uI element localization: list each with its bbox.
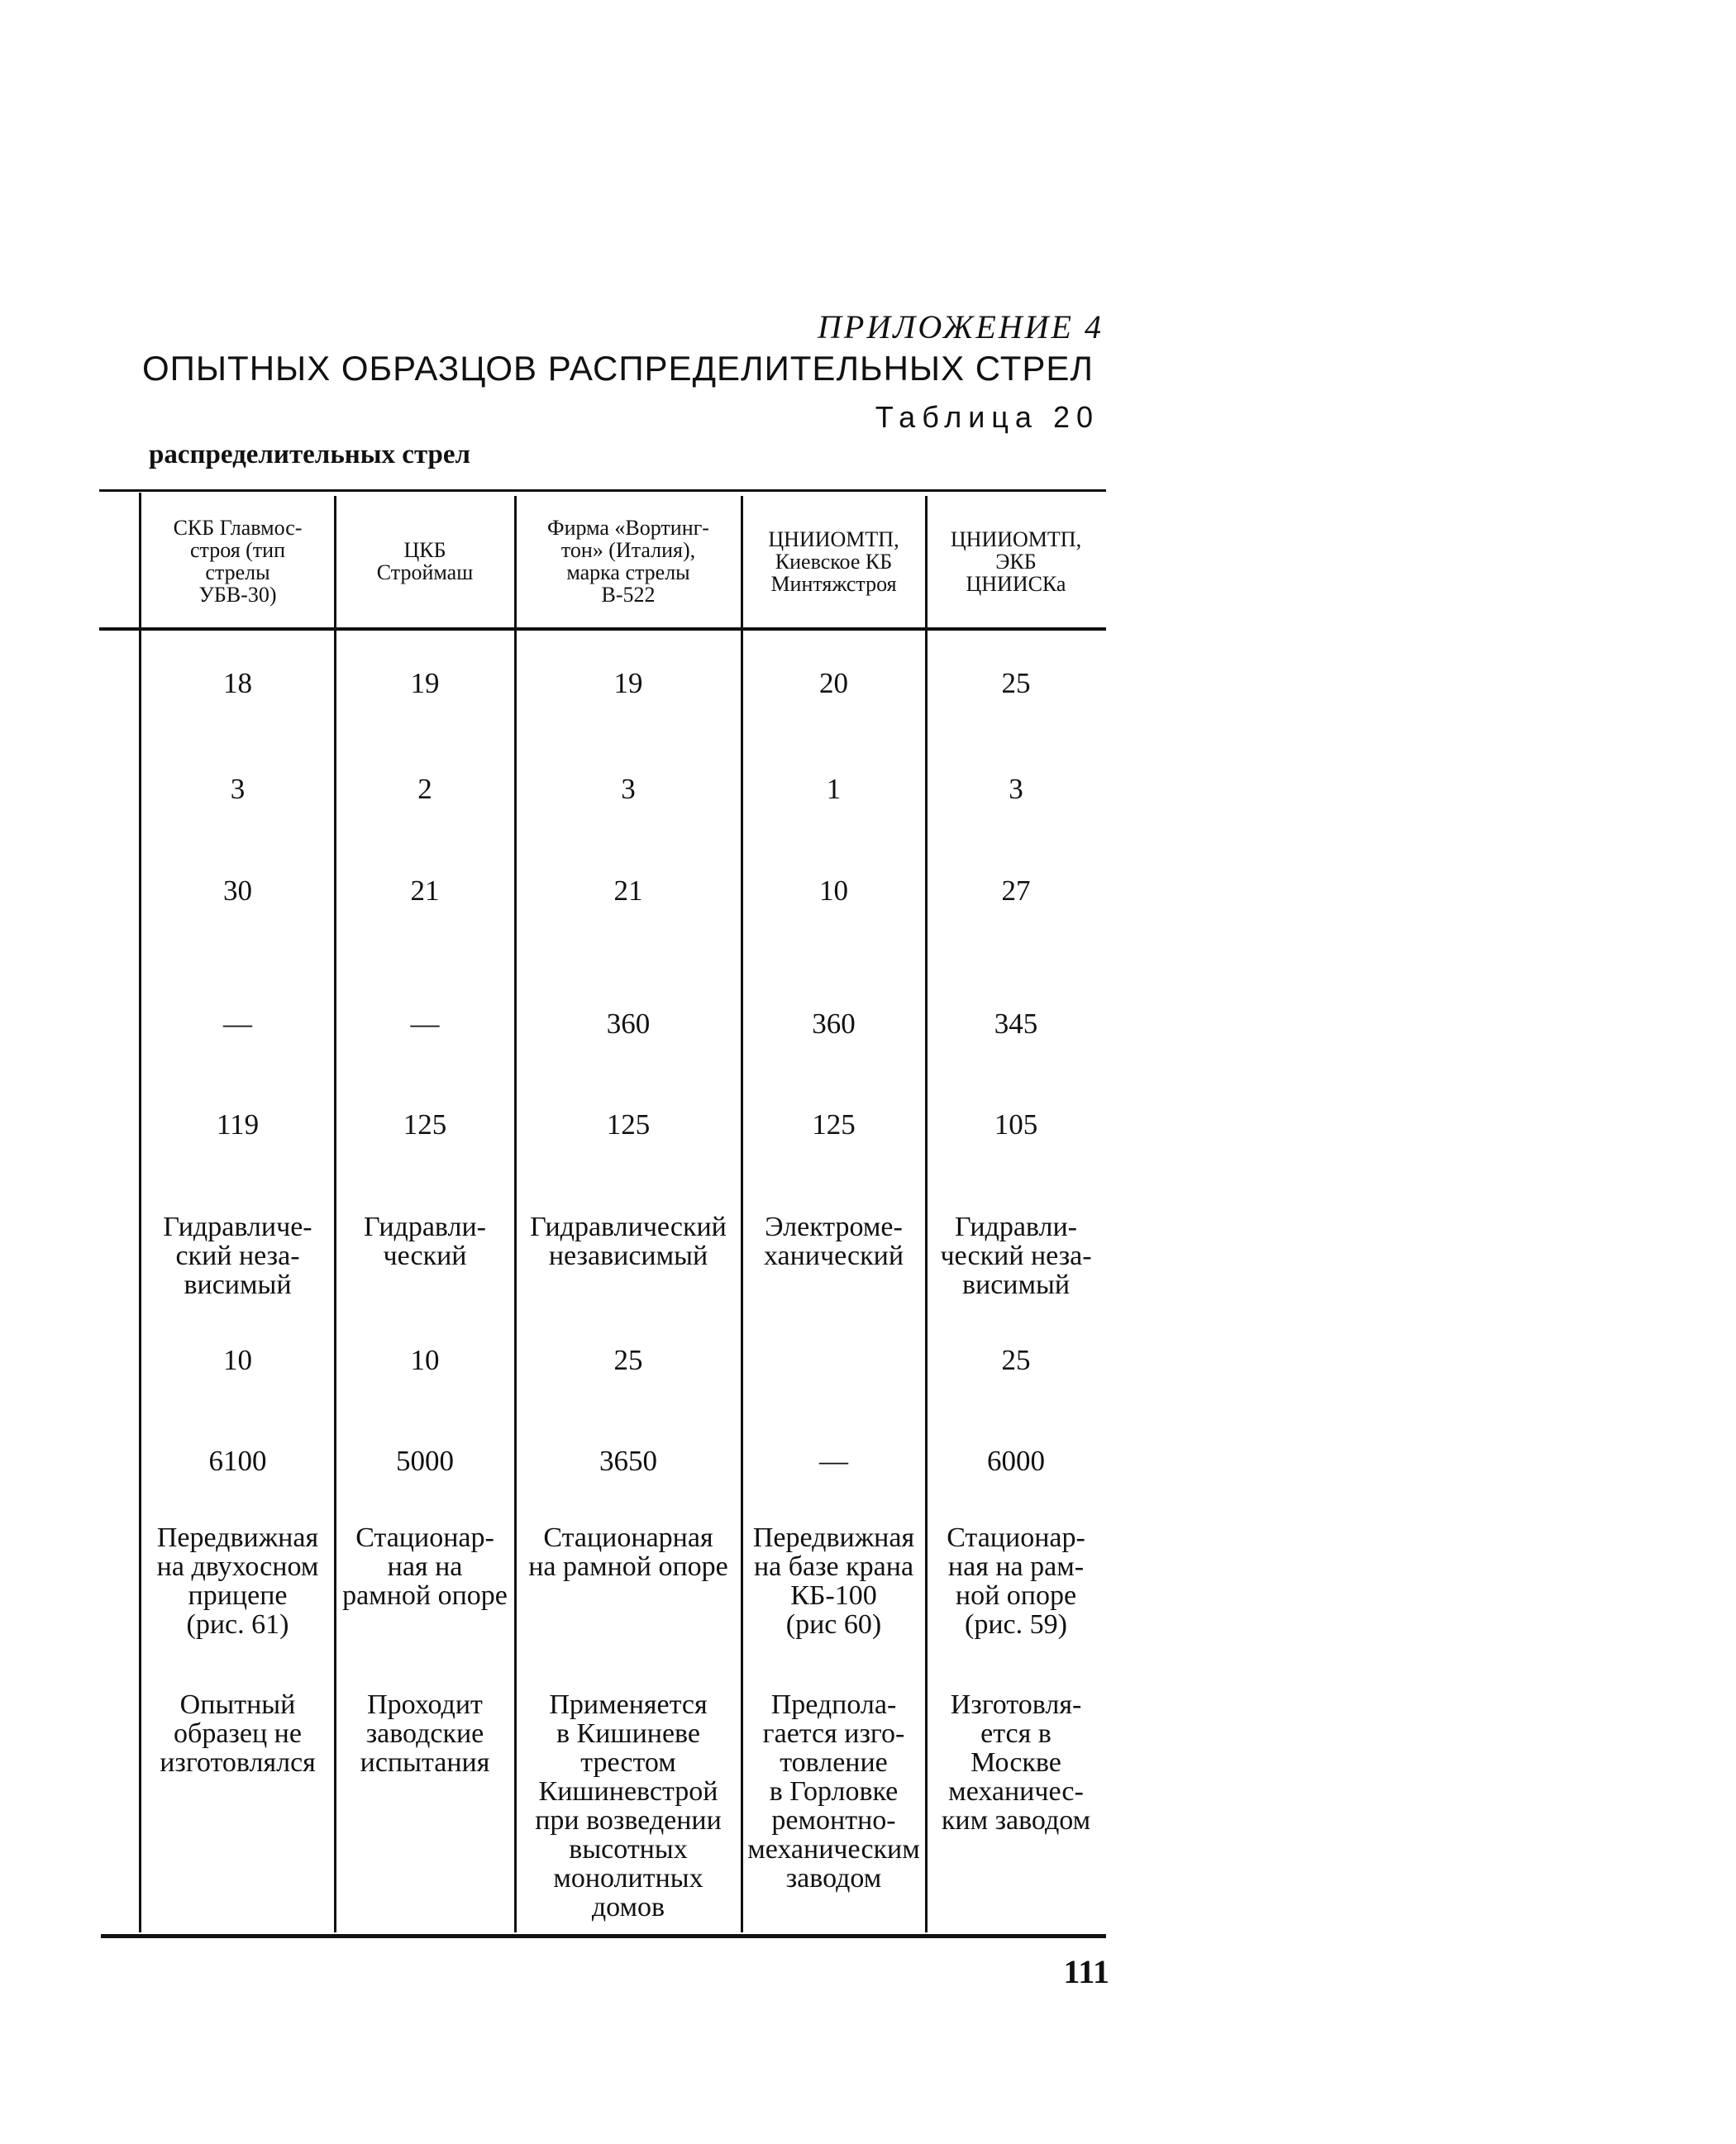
- table-cell: 3: [621, 773, 636, 805]
- column-header: [926, 496, 1106, 627]
- column-header-text: ЦНИИОМТП, ЭКБ ЦНИИСКа: [950, 526, 1082, 596]
- column-header: [515, 496, 742, 627]
- table-header-rule: [99, 627, 1106, 631]
- column-header-text: ЦНИИОМТП, Киевское КБ Минтяжстроя: [768, 526, 899, 596]
- table-cell: —: [223, 1008, 252, 1040]
- table-cell: Гидравли- ческий неза- висимый: [940, 1212, 1092, 1300]
- table-cell: —: [819, 1445, 848, 1477]
- table-cell: 105: [994, 1108, 1038, 1141]
- table-cell: 10: [819, 874, 848, 907]
- table-cell: Передвижная на базе крана КБ-100 (рис 60): [752, 1522, 915, 1640]
- table-cell: 25: [613, 1344, 643, 1376]
- table-cell: 10: [223, 1344, 252, 1376]
- table-cell: Применяется в Кишиневе трестом Кишиневстрой при возведении высотных монолитных домов: [535, 1689, 722, 1922]
- page-number: 111: [1063, 1953, 1109, 1990]
- table-cell: 19: [410, 667, 440, 699]
- table-top-rule: [99, 489, 1106, 492]
- table-cell: 25: [1001, 667, 1031, 699]
- table-cell: Стационарная на рамной опоре: [528, 1522, 728, 1582]
- table-cell: 119: [216, 1108, 260, 1141]
- table-cell: 21: [410, 874, 440, 907]
- table-cell: 360: [606, 1008, 651, 1040]
- table-cell: Изготовля- ется в Москве механичес- ким заводом: [941, 1689, 1091, 1836]
- table-cell: Электроме- ханический: [763, 1212, 904, 1271]
- table-cell: Стационар- ная на рам- ной опоре (рис. 59): [947, 1522, 1085, 1640]
- table-cell: Гидравлический независимый: [530, 1212, 727, 1271]
- table-cell: 3: [230, 773, 246, 805]
- appendix-label: ПРИЛОЖЕНИЕ 4: [818, 308, 1104, 345]
- table-cell: 20: [819, 667, 848, 699]
- table-cell: 6000: [987, 1445, 1045, 1477]
- table-cell: 25: [1001, 1344, 1031, 1376]
- table-cell: 3: [1009, 773, 1023, 805]
- table-cell: 30: [223, 874, 252, 907]
- table-cell: 2: [417, 773, 432, 805]
- table-cell: 125: [606, 1108, 651, 1141]
- table-cell: 6100: [208, 1445, 267, 1477]
- table-cell: Гидравли- ческий: [363, 1212, 487, 1271]
- table-cell: Опытный образец не изготовлялся: [160, 1689, 316, 1778]
- table-cell: Стационар- ная на рамной опоре: [342, 1522, 508, 1611]
- table-cell: 345: [994, 1008, 1038, 1040]
- table-cell: Гидравличе- ский неза- висимый: [163, 1212, 312, 1300]
- table-cell: 125: [403, 1108, 447, 1141]
- table-cell: —: [410, 1008, 440, 1040]
- table-cell: 18: [223, 667, 252, 699]
- column-header: [742, 496, 926, 627]
- column-header-text: ЦКБ Строймаш: [376, 538, 474, 584]
- table-cell: 360: [812, 1008, 856, 1040]
- table-cell: 27: [1001, 874, 1031, 907]
- table-cell: 19: [613, 667, 643, 699]
- table-caption: Таблица 20: [875, 400, 1099, 434]
- table-cell: 1: [826, 773, 842, 805]
- table-cell: 10: [410, 1344, 440, 1376]
- table-subtitle: распределительных стрел: [149, 440, 471, 469]
- table-bottom-rule: [101, 1934, 1106, 1938]
- table-cell: Передвижная на двухосном прицепе (рис. 61): [156, 1522, 319, 1640]
- column-header: [141, 496, 335, 627]
- table-cell: [742, 1345, 926, 1394]
- table-cell: Предпола- гается изго- товление в Горловке ремонтно- механическим заводом: [747, 1689, 920, 1894]
- table-cell: 125: [812, 1108, 856, 1141]
- column-header: [335, 496, 515, 627]
- table-cell: Проходит заводские испытания: [360, 1689, 490, 1778]
- column-header-text: СКБ Главмос- строя (тип стрелы УБВ-30): [173, 516, 303, 607]
- page-heading: ОПЫТНЫХ ОБРАЗЦОВ РАСПРЕДЕЛИТЕЛЬНЫХ СТРЕЛ: [142, 349, 1094, 388]
- table-cell: 21: [613, 874, 643, 907]
- column-header-text: Фирма «Вортинг- тон» (Италия), марка стрелы В-522: [547, 516, 709, 607]
- table-cell: 5000: [396, 1445, 454, 1477]
- table-cell: 3650: [599, 1445, 657, 1477]
